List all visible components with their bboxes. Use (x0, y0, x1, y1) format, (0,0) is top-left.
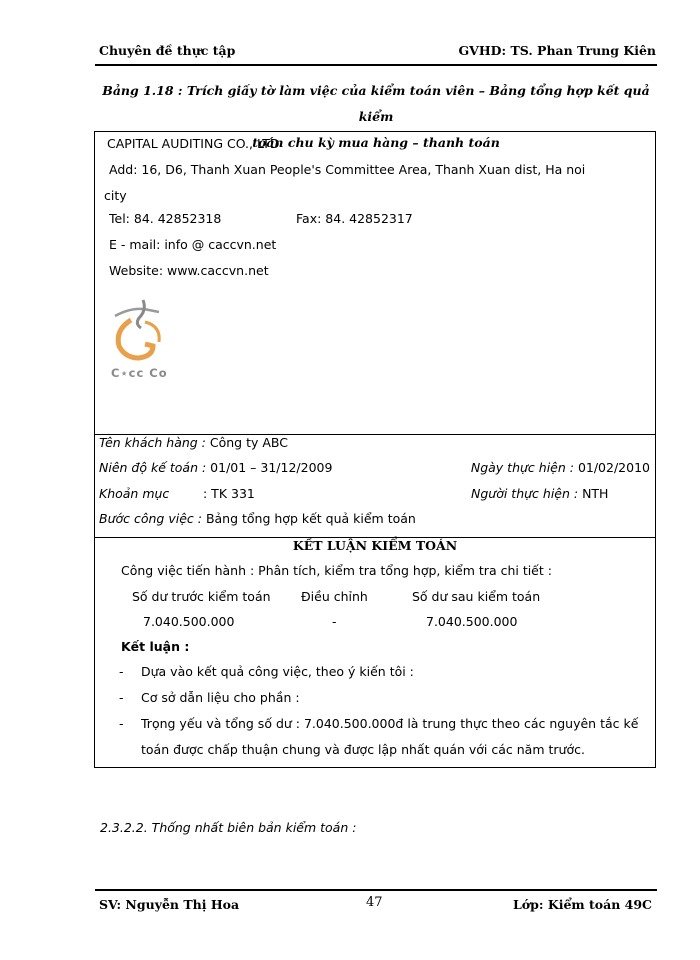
company-email: E - mail: info @ caccvn.net (109, 237, 277, 252)
company-fax: Fax: 84. 42852317 (296, 211, 413, 226)
conclusion-title: KẾT LUẬN KIỂM TOÁN (292, 538, 458, 553)
caption-line-1: Bảng 1.18 : Trích giấy tờ làm việc của kiểm toán viên – Bảng tổng hợp kết quả kiểm (102, 83, 650, 124)
bullet-3-line1: Trọng yếu và tổng số dư : 7.040.500.000đ là trung thực theo các nguyên tắc kế (141, 716, 639, 731)
value-before: 7.040.500.000 (143, 614, 235, 629)
header-topic: Chuyên đề thực tập (99, 43, 236, 58)
result-label: Kết luận : (121, 639, 190, 654)
engagement-info-box (94, 434, 656, 538)
page-number: 47 (366, 895, 383, 910)
company-tel: Tel: 84. 42852318 (109, 211, 222, 226)
footer-student: SV: Nguyễn Thị Hoa (99, 897, 240, 912)
performer-row: Người thực hiện : NTH (471, 486, 609, 501)
company-website: Website: www.caccvn.net (109, 263, 269, 278)
logo-text: C⋆cc Co (111, 366, 168, 380)
section-heading: 2.3.2.2. Thống nhất biên bản kiểm toán : (100, 820, 357, 835)
bullet-3-line2: toán được chấp thuận chung và được lập nhất quán với các năm trước. (141, 742, 585, 757)
company-info-box (94, 131, 656, 435)
col-adjust-header: Điều chỉnh (301, 589, 368, 604)
bullet-dash: - (119, 716, 124, 731)
bullet-dash: - (119, 664, 124, 679)
company-address-line2: city (104, 188, 127, 203)
col-before-header: Số dư trước kiểm toán (132, 589, 271, 604)
period-row: Niên độ kế toán : 01/01 – 31/12/2009 (99, 460, 333, 475)
value-after: 7.040.500.000 (426, 614, 518, 629)
value-adjust: - (332, 614, 337, 629)
bullet-2: Cơ sở dẫn liệu cho phần : (141, 690, 300, 705)
header-advisor: GVHD: TS. Phan Trung Kiên (458, 43, 656, 58)
step-row: Bước công việc : Bảng tổng hợp kết quả kiểm toán (99, 511, 416, 526)
col-after-header: Số dư sau kiểm toán (412, 589, 541, 604)
company-address-line1: Add: 16, D6, Thanh Xuan People's Committee Area, Thanh Xuan dist, Ha noi (109, 162, 586, 177)
work-done: Công việc tiến hành : Phân tích, kiểm tra tổng hợp, kiểm tra chi tiết : (121, 563, 552, 578)
client-row: Tên khách hàng : Công ty ABC (99, 435, 288, 450)
footer-divider (95, 889, 657, 891)
bullet-dash: - (119, 690, 124, 705)
caption-line-2: toán chu kỳ mua hàng – thanh toán (252, 135, 500, 150)
company-name: CAPITAL AUDITING CO., LTD (107, 136, 280, 151)
date-row: Ngày thực hiện : 01/02/2010 (470, 460, 650, 475)
header-divider (95, 64, 657, 66)
bullet-1: Dựa vào kết quả công việc, theo ý kiến tôi : (141, 664, 414, 679)
conclusion-box (94, 537, 656, 768)
footer-class: Lớp: Kiểm toán 49C (513, 897, 652, 912)
company-logo (109, 296, 179, 384)
item-row: Khoản mục : TK 331 (99, 486, 255, 501)
